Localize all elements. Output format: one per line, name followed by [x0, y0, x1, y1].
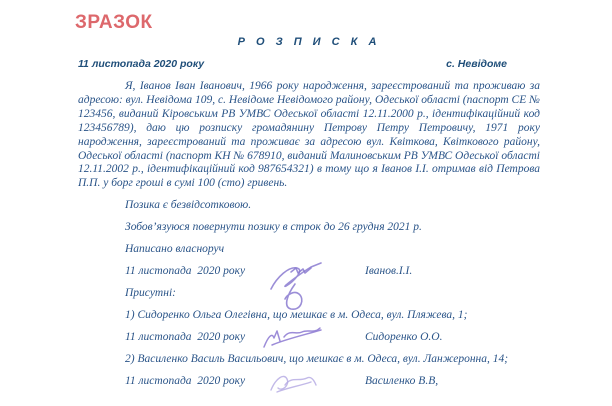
signatory-name: Іванов.І.І. — [365, 264, 413, 277]
signature-date: 11 листопада 2020 року — [125, 264, 246, 277]
clause-repayment-deadline: Зобов’язуюся повернути позику в строк до 26 грудня 2021 р. — [125, 221, 422, 234]
handwritten-signature-icon — [258, 323, 330, 351]
date-place-row — [78, 58, 540, 71]
main-paragraph: Я, Іванов Іван Іванович, 1966 року народження, зареєстрований та проживаю за адресою: вул. Невідома 109, с. Невідоме Невідомого району, Одеської області (паспорт СЕ № 123456, виданий Кіровським РВ УМВС Одеської області 12.11.2000 р., ідентифікаційний код 123456789), даю цю розписку громадянину Петрову Петру Петровичу, 1971 року народження, зареєстрований та проживає за адресою вул. Квіткова, Квіткового району, Одеської області (паспорт КН № 678910, виданий Малиновським РВ УМВС Одеської області 12.11.2002 р., ідентифікаційний код 987654321) в тому що я Іванов І.І. отримав від Петрова П.П. у борг гроші в сумі 100 (сто) гривень. — [78, 80, 540, 190]
signature-date: 11 листопада 2020 року — [125, 330, 246, 343]
signatory-name: Василенко В.В, — [365, 374, 439, 387]
witnesses-label: Присутні: — [125, 286, 176, 299]
document-title: Р О З П И С К А — [237, 36, 381, 48]
witness-1-description: 1) Сидоренко Ольга Олегівна, що мешкає в м. Одеса, вул. Пляжева, 1; — [125, 308, 468, 321]
document-date: 11 листопада 2020 року — [78, 58, 205, 70]
document-place: с. Невідоме — [446, 58, 507, 70]
signature-date: 11 листопада 2020 року — [125, 374, 246, 387]
clause-handwritten-note: Написано власноруч — [125, 243, 225, 256]
witness-2-description: 2) Василенко Василь Васильович, що мешкає в м. Одеса, вул. Ланжеронна, 14; — [125, 352, 509, 365]
signature-row-witness-2 — [78, 375, 540, 389]
clause-no-interest: Позика є безвідсотковою. — [125, 199, 252, 212]
signatory-name: Сидоренко О.О. — [365, 330, 443, 343]
sample-watermark-label: ЗРАЗОК — [75, 12, 153, 33]
signature-row-borrower — [78, 265, 540, 279]
signature-row-witness-1 — [78, 331, 540, 345]
handwritten-signature-icon — [261, 259, 339, 311]
handwritten-signature-icon — [261, 368, 321, 398]
